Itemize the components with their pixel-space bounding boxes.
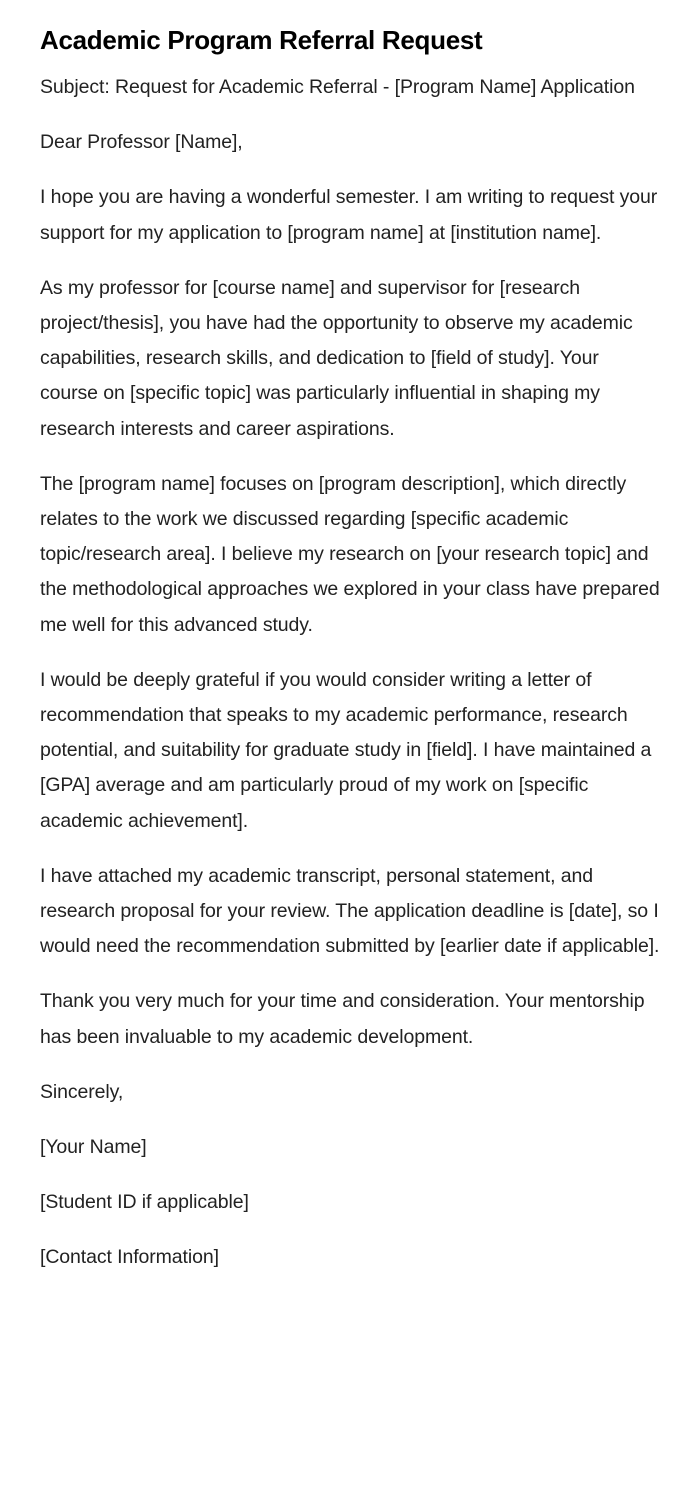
subject-line: Subject: Request for Academic Referral - [Program Name] Application	[40, 76, 635, 98]
closing: Sincerely,	[40, 1080, 124, 1103]
document-title: Academic Program Referral Request	[40, 25, 483, 55]
signature-student-id: [Student ID if applicable]	[40, 1191, 249, 1214]
request-paragraph: I would be deeply grateful if you would consider writing a letter of recommendation that speaks to my academic performance, research potential, and suitability for graduate study in [field]. I have maintained a [GPA] average and am particularly proud of my work on [specific academic achievement].	[40, 668, 652, 832]
relationship-paragraph: As my professor for [course name] and supervisor for [research project/thesis], you have had the opportunity to observe my academic capabilities, research skills, and dedication to [field of study]. Your course on [specific topic] was particularly influential in shaping my research interests and career aspirations.	[40, 276, 633, 440]
program-paragraph: The [program name] focuses on [program description], which directly relates to the work we discussed regarding [specific academic topic/research area]. I believe my research on [your research topic] and the methodological approaches we explored in your class have prepared me well for this advanced study.	[40, 472, 660, 636]
salutation: Dear Professor [Name],	[40, 131, 243, 154]
signature-name: [Your Name]	[40, 1136, 147, 1159]
attachments-paragraph: I have attached my academic transcript, personal statement, and research proposal for your review. The application deadline is [date], so I would need the recommendation submitted by [earlier date if applicable].	[40, 864, 660, 958]
thanks-paragraph: Thank you very much for your time and consideration. Your mentorship has been invaluable to my academic development.	[40, 990, 645, 1048]
intro-paragraph: I hope you are having a wonderful semester. I am writing to request your support for my application to [program name] at [institution name].	[40, 186, 658, 244]
signature-contact: [Contact Information]	[40, 1246, 219, 1269]
